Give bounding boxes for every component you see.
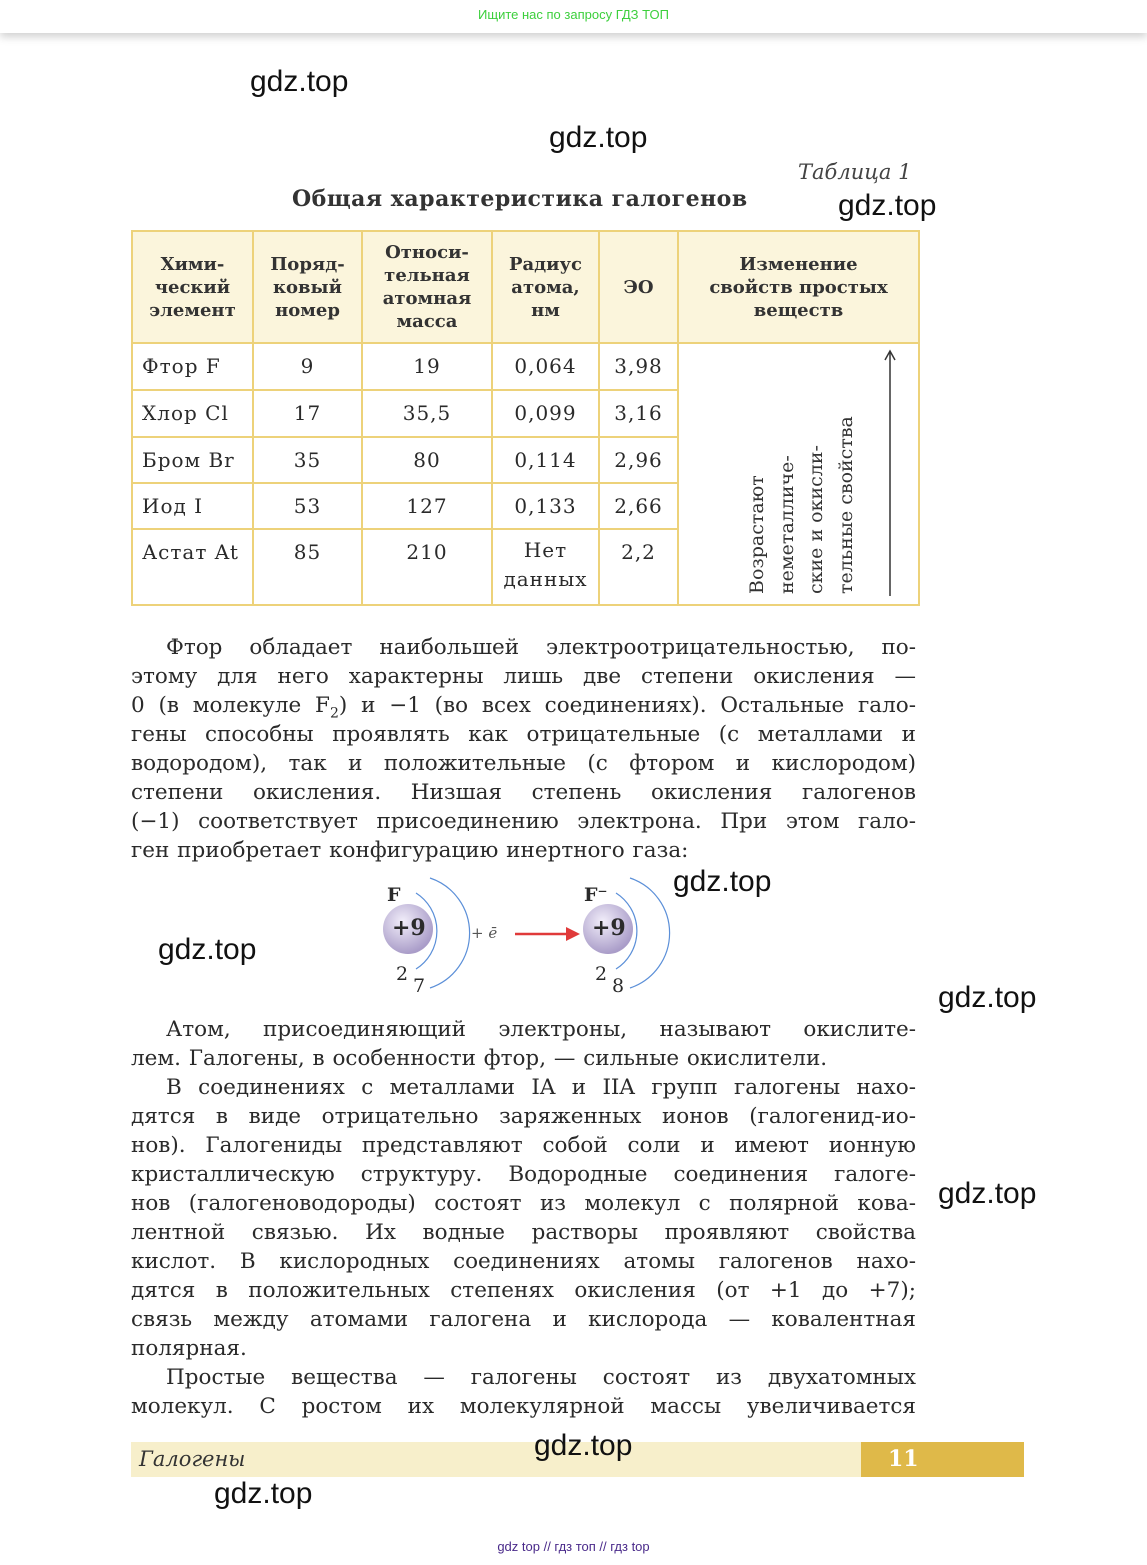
text-line: Фтор обладает наибольшей электроотрицательностью, по- xyxy=(166,635,916,660)
text-line: полярная. xyxy=(131,1336,247,1361)
column-header xyxy=(362,231,492,343)
page-number-box xyxy=(861,1442,1024,1477)
table-cell: 0,114 xyxy=(492,437,599,483)
table-cell: 19 xyxy=(362,343,492,390)
text-line: водородом), так и положительные (с фтором и кислородом) xyxy=(131,751,916,776)
section-name: Галогены xyxy=(139,1447,246,1471)
text-line: связь между атомами галогена и кислорода — ковалентная xyxy=(131,1307,916,1332)
table-cell: 0,133 xyxy=(492,483,599,529)
header-text: свойств простых xyxy=(709,276,888,298)
table-cell: 35,5 xyxy=(362,390,492,437)
text-line: нов (галогеноводороды) состоят из молекул с полярной кова- xyxy=(131,1191,916,1216)
text: ) и −1 (во всех соединениях). Остальные гало- xyxy=(338,693,916,718)
table-cell: 2,66 xyxy=(599,483,678,529)
top-banner xyxy=(0,0,1147,33)
text-line: дятся в положительных степенях окисления (от +1 до +7); xyxy=(131,1278,916,1303)
header-text: элемент xyxy=(149,299,236,321)
watermark: gdz.top xyxy=(673,865,772,898)
text-line: Простые вещества — галогены состоят из двухатомных xyxy=(166,1365,916,1390)
text-line: лем. Галогены, в особенности фтор, — сильные окислители. xyxy=(131,1046,828,1071)
table-header-row xyxy=(132,231,919,343)
column-header xyxy=(599,231,678,343)
shell-count: 2 xyxy=(396,963,409,985)
header-text: Изменение xyxy=(739,253,858,275)
table-cell: 0,064 xyxy=(492,343,599,390)
watermark: gdz.top xyxy=(534,1429,633,1462)
table-cell: 17 xyxy=(253,390,362,437)
watermark: gdz.top xyxy=(549,121,648,154)
watermark: gdz.top xyxy=(838,189,937,222)
watermark: gdz.top xyxy=(250,65,349,98)
subscript: 2 xyxy=(329,705,339,722)
table-cell: Нет данных xyxy=(492,529,599,605)
text-line: (−1) соответствует присоединению электрона. При этом гало- xyxy=(131,809,916,834)
banner-text: Ищите нас по запросу ГДЗ ТОП xyxy=(478,7,669,22)
text-line: нов). Галогениды представляют собой соли и имеют ионную xyxy=(131,1133,916,1158)
header-text: масса xyxy=(396,311,458,332)
column-header xyxy=(132,231,253,343)
up-arrow-icon xyxy=(880,348,900,598)
table-cell: 85 xyxy=(253,529,362,605)
table-cell: Фтор F xyxy=(132,343,253,390)
header-text: атома, xyxy=(511,276,580,298)
text-line: гены способны проявлять как отрицательные (с металлами и xyxy=(131,722,916,747)
header-text: номер xyxy=(275,299,340,321)
table-cell: 3,98 xyxy=(599,343,678,390)
header-text: атомная xyxy=(382,288,472,309)
text-line: лентной связью. Их водные растворы проявляют свойства xyxy=(131,1220,916,1245)
table-cell: 9 xyxy=(253,343,362,390)
header-text: Поряд- xyxy=(270,253,345,275)
table-cell: Астат At xyxy=(132,529,253,605)
watermark: gdz.top xyxy=(158,933,257,966)
table-cell: 3,16 xyxy=(599,390,678,437)
text-line: ген приобретает конфигурацию инертного газа: xyxy=(131,838,689,863)
table-cell: 2,2 xyxy=(599,529,678,605)
table-cell: Бром Br xyxy=(132,437,253,483)
header-text: ЭО xyxy=(623,276,654,298)
text-line: Атом, присоединяющий электроны, называют окислите- xyxy=(166,1017,916,1042)
table-cell: 210 xyxy=(362,529,492,605)
table-cell: Иод I xyxy=(132,483,253,529)
header-text: Относи- xyxy=(385,242,469,263)
shell-count: 7 xyxy=(413,975,426,997)
nucleus-charge: +9 xyxy=(592,915,626,941)
text-line: этому для него характерны лишь две степени окисления — xyxy=(131,664,916,689)
table-cell: 0,099 xyxy=(492,390,599,437)
watermark: gdz.top xyxy=(938,981,1037,1014)
nucleus-charge: +9 xyxy=(392,915,426,941)
text-line: молекул. С ростом их молекулярной массы увеличивается xyxy=(131,1394,916,1419)
table-cell: 127 xyxy=(362,483,492,529)
footer-section xyxy=(131,1442,861,1477)
header-text: нм xyxy=(531,299,560,321)
text-line: В соединениях с металлами IA и IIA групп галогены нахо- xyxy=(166,1075,916,1100)
table-cell: Хлор Cl xyxy=(132,390,253,437)
atom-label: F xyxy=(387,884,401,906)
trend-text: тельные свойства xyxy=(834,416,857,594)
header-text: ковый xyxy=(273,276,342,298)
table-cell: 35 xyxy=(253,437,362,483)
trend-text: Возрастают xyxy=(746,475,768,594)
header-text: ческий xyxy=(154,276,231,298)
table-cell: 80 xyxy=(362,437,492,483)
column-header xyxy=(678,231,919,343)
trend-text: ские и окисли- xyxy=(805,445,827,594)
watermark: gdz.top xyxy=(214,1477,313,1510)
header-text: Радиус xyxy=(508,253,583,275)
header-text: веществ xyxy=(753,299,844,321)
text-line: дятся в виде отрицательно заряженных ионов (галогенид-ио- xyxy=(131,1104,916,1129)
shell-count: 2 xyxy=(595,963,608,985)
ion-label: F⁻ xyxy=(584,884,608,906)
watermark: gdz.top xyxy=(938,1177,1037,1210)
column-header xyxy=(253,231,362,343)
plus-electron: + ē xyxy=(471,924,498,942)
text-line: кристаллическую структуру. Водородные соединения галоге- xyxy=(131,1162,916,1187)
column-header xyxy=(492,231,599,343)
shell-count: 8 xyxy=(612,975,625,997)
text-line: кислот. В кислородных соединениях атомы галогенов нахо- xyxy=(131,1249,916,1274)
trend-text: неметалличе- xyxy=(775,455,798,594)
table-row xyxy=(132,343,919,390)
header-text: тельная xyxy=(384,265,470,286)
table-title: Общая характеристика галогенов xyxy=(292,186,748,212)
text-line: степени окисления. Низшая степень окисления галогенов xyxy=(131,780,916,805)
header-text: Хими- xyxy=(160,253,225,275)
table-cell: 2,96 xyxy=(599,437,678,483)
text: 0 (в молекуле F xyxy=(131,693,330,718)
bottom-links[interactable]: gdz top // гдз топ // гдз top xyxy=(497,1539,650,1554)
table-cell: 53 xyxy=(253,483,362,529)
page-number: 11 xyxy=(888,1446,919,1472)
table-caption: Таблица 1 xyxy=(798,160,912,184)
